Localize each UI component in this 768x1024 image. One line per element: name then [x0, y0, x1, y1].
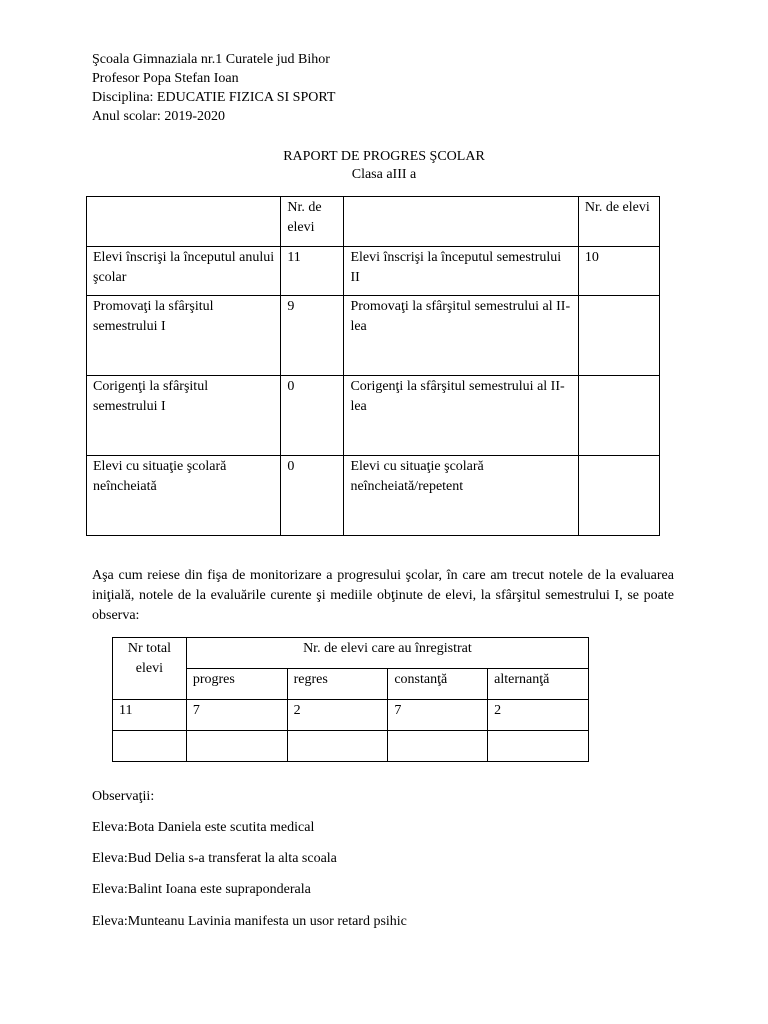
table-cell [287, 731, 388, 762]
cell-value: 10 [578, 247, 659, 296]
enrollment-table [86, 196, 660, 536]
cell-value: 2 [488, 700, 589, 731]
sub-header: regres [287, 669, 388, 700]
table-cell [388, 731, 488, 762]
table-row [87, 296, 660, 376]
sub-header: progres [186, 669, 287, 700]
row-label: Corigenţi la sfârşitul semestrului I [87, 376, 281, 456]
cell-value [578, 296, 659, 376]
school-year: Anul scolar: 2019-2020 [92, 109, 225, 124]
sub-header: alternanţă [488, 669, 589, 700]
row-label: Elevi înscrişi la începutul anului şcolar [87, 247, 281, 296]
class-name: Clasa aIII a [351, 167, 417, 182]
table-row [113, 731, 589, 762]
sub-header: constanţă [388, 669, 488, 700]
table-cell [488, 731, 589, 762]
cell-value: 11 [113, 700, 187, 731]
cell-value [578, 376, 659, 456]
row-label: Elevi înscrişi la începutul semestrului II [344, 247, 578, 296]
table-row [113, 700, 589, 731]
table-cell [186, 731, 287, 762]
cell-value: 0 [281, 376, 344, 456]
table-row [87, 247, 660, 296]
row-label: Promovaţi la sfârşitul semestrului I [87, 296, 281, 376]
cell-value: 9 [281, 296, 344, 376]
row-label: Promovaţi la sfârşitul semestrului al II-lea [344, 296, 578, 376]
table-cell [87, 197, 281, 247]
total-students-header: Nr total elevi [113, 638, 187, 700]
column-header: Nr. de elevi [281, 197, 344, 247]
teacher-name: Profesor Popa Stefan Ioan [92, 71, 239, 86]
table-row [113, 638, 589, 669]
observation-item: Eleva:Bud Delia s-a transferat la alta scoala [92, 851, 337, 866]
observation-item: Eleva:Balint Ioana este supraponderala [92, 882, 311, 897]
cell-value: 7 [388, 700, 488, 731]
row-label: Elevi cu situaţie şcolară neîncheiată/repetent [344, 456, 578, 536]
row-label: Elevi cu situaţie şcolară neîncheiată [87, 456, 281, 536]
observation-item: Eleva:Bota Daniela este scutita medical [92, 820, 315, 835]
cell-value: 2 [287, 700, 388, 731]
progress-table [112, 637, 589, 762]
cell-value: 0 [281, 456, 344, 536]
document-header [92, 51, 335, 127]
row-label: Corigenţi la sfârşitul semestrului al II-lea [344, 376, 578, 456]
body-paragraph: Aşa cum reiese din fişa de monitorizare a progresului şcolar, în care am trecut notele de la evaluarea iniţială, notele de la evaluările curente şi mediile obţinute de elevi, la sfârşitul semestrului I, se poate observa: [92, 568, 674, 623]
column-header: Nr. de elevi [578, 197, 659, 247]
observation-item: Eleva:Munteanu Lavinia manifesta un usor retard psihic [92, 914, 407, 929]
observations-label: Observaţii: [92, 789, 155, 804]
report-title: RAPORT DE PROGRES ŞCOLAR [283, 149, 485, 164]
group-header: Nr. de elevi care au înregistrat [186, 638, 588, 669]
cell-value: 7 [186, 700, 287, 731]
table-cell [113, 731, 187, 762]
table-row [87, 376, 660, 456]
table-cell [344, 197, 578, 247]
cell-value: 11 [281, 247, 344, 296]
school-name: Şcoala Gimnaziala nr.1 Curatele jud Bihor [92, 52, 330, 67]
cell-value [578, 456, 659, 536]
table-row [87, 197, 660, 247]
discipline: Disciplina: EDUCATIE FIZICA SI SPORT [92, 90, 336, 105]
table-row [87, 456, 660, 536]
